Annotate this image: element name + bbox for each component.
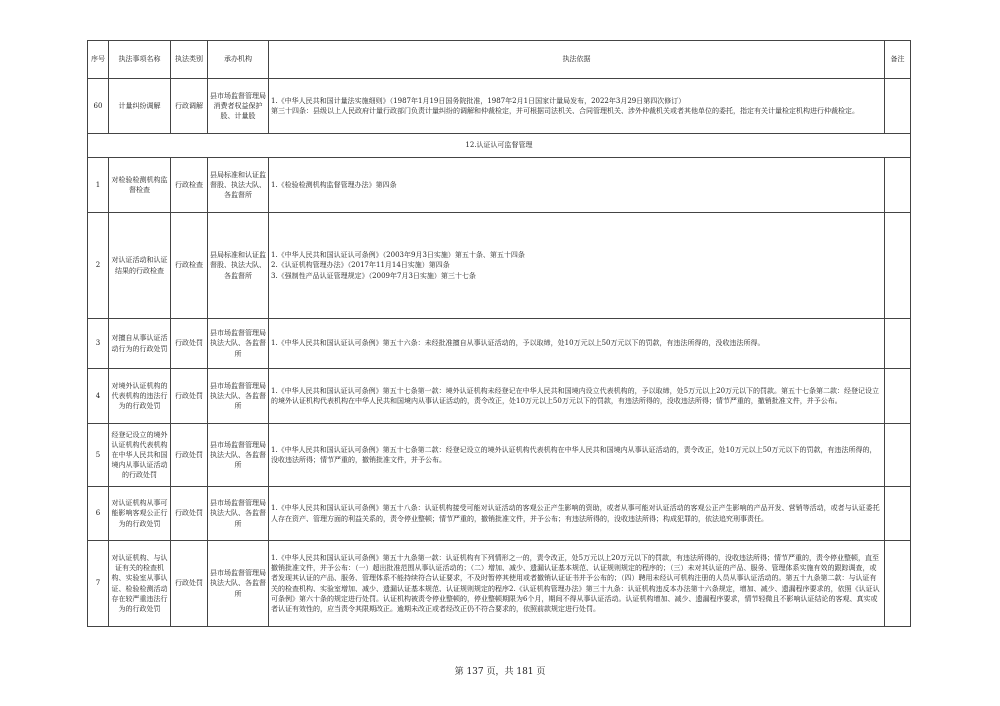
- row-org: 县局标准和认证监督股、执法大队、各监督所: [208, 158, 269, 213]
- basis-line: 第三十四条：县级以上人民政府计量行政部门负责计量纠纷的调解和仲裁检定，并可根据司法机关、合同管理机关、涉外仲裁机关或者其他单位的委托，指定有关计量检定机构进行仲裁检定。: [271, 107, 859, 115]
- basis-line: 1.《中华人民共和国认证认可条例》（2003年9月3日实施）第五十条、第五十四条: [271, 251, 525, 260]
- row-item: 对认证机构、与认证有关的检查机构、实验室从事认证、检验检测活动存在较严重违法行为的行政处罚: [109, 541, 171, 627]
- header-no: 序号: [88, 41, 109, 79]
- basis-line: 1.《中华人民共和国认证认可条例》第五十八条：认证机构接受可能对认证活动的客观公正产生影响的资助，或者从事可能对认证活动的客观公正产生影响的产品开发、营销等活动，或者与认证委托人存在资产、管理方面的利益关系的，责令停业整顿；情节严重的，撤销批准文件，并予公布；有违法所得的，没收违法所得；构成犯罪的，依法追究刑事责任。: [271, 504, 880, 523]
- row-type: 行政处罚: [171, 541, 208, 627]
- row-type: 行政处罚: [171, 319, 208, 369]
- row-type: 行政处罚: [171, 424, 208, 487]
- row-no: 5: [88, 424, 109, 487]
- basis-line: 1.《中华人民共和国认证认可条例》第五十七条第二款：经登记设立的境外认证机构代表机构在中华人民共和国境内从事认证活动的，责令改正，处10万元以上50万元以下的罚款，有违法所得的，没收违法所得；情节严重的，撤销批准文件，并予公布。: [271, 445, 877, 464]
- row-no: 3: [88, 319, 109, 369]
- header-org: 承办机构: [208, 41, 269, 79]
- row-org: 县市场监督管理局执法大队、各监督所: [208, 541, 269, 627]
- row-item: 对检验检测机构监督检查: [109, 158, 171, 213]
- row-no: 60: [88, 79, 109, 134]
- basis-line: 2.《认证机构管理办法》（2017年11月14日实施）第四条: [271, 261, 450, 270]
- row-basis: [269, 541, 885, 627]
- row-type: 行政检查: [171, 213, 208, 319]
- row-type: 行政处罚: [171, 369, 208, 424]
- row-org: 县市场监督管理局执法大队、各监督所: [208, 369, 269, 424]
- row-basis: [269, 158, 885, 213]
- section-row: [88, 134, 911, 158]
- enforcement-table: [87, 40, 911, 627]
- row-no: 7: [88, 541, 109, 627]
- row-type: 行政调解: [171, 79, 208, 134]
- row-basis: [269, 79, 885, 134]
- table-row: [88, 79, 911, 134]
- row-remark: [885, 424, 911, 487]
- row-org: 县市场监督管理局执法大队、各监督所: [208, 424, 269, 487]
- header-remark: 备注: [885, 41, 911, 79]
- basis-line: 1.《中华人民共和国认证认可条例》第五十六条：未经批准擅自从事认证活动的，予以取缔，处10万元以上50万元以下的罚款，有违法所得的，没收违法所得。: [271, 339, 765, 348]
- row-item: 计量纠纷调解: [109, 79, 171, 134]
- row-remark: [885, 213, 911, 319]
- basis-line: 1.《检验检测机构监督管理办法》第四条: [271, 180, 397, 189]
- table-row: [88, 369, 911, 424]
- row-basis: [269, 424, 885, 487]
- row-item: 经登记设立的境外认证机构代表机构在中华人民共和国境内从事认证活动的行政处罚: [109, 424, 171, 487]
- row-no: 6: [88, 487, 109, 541]
- row-no: 4: [88, 369, 109, 424]
- row-remark: [885, 79, 911, 134]
- table-row: [88, 158, 911, 213]
- row-item: 对认证机构从事可能影响客观公正行为的行政处罚: [109, 487, 171, 541]
- basis-line: 1.《中华人民共和国认证认可条例》第五十九条第一款：认证机构有下列情形之一的，责令改正，处5万元以上20万元以下的罚款，有违法所得的，没收违法所得；情节严重的，责令停业整顿，直至撤销批准文件，并予公布：（一）超出批准范围从事认证活动的；（二）增加、减少、遗漏认证基本规范、认证规则规定的程序的；（三）未对其认证的产品、服务、管理体系实施有效的跟踪调查，或者发现其认证的产品、服务、管理体系不能持续符合认证要求，不及时暂停其使用或者撤销认证证书并予公布的；（四）聘用未经认可机构注册的人员从事认证活动的。第五十九条第二款：与认证有关的检查机构、实验室增加、减少、遗漏认证基本规范、认证规则规定的程序2.《认证机构管理办法》第三十九条：认证机构违反本办法第十六条规定，增加、减少、遗漏程序要求的，依照《认证认可条例》第六十条的规定进行处罚。认证机构被责令停业整顿的，停业整顿期限为6个月，期间不得从事认证活动。认证机构增加、减少、遗漏程序要求，情节轻微且不影响认证结论的客观、真实或者认证有效性的，应当责令其限期改正。逾期未改正或者经改正仍不符合要求的，依照前款规定进行处罚。: [271, 554, 880, 613]
- basis-line: 1.《中华人民共和国认证认可条例》第五十七条第一款：境外认证机构未经登记在中华人民共和国境内设立代表机构的，予以取缔，处5万元以上20万元以下的罚款。第五十七条第二款：经登记设立的境外认证机构代表机构在中华人民共和国境内从事认证活动的，责令改正，处10万元以上50万元以下的罚款，有违法所得的，没收违法所得；情节严重的，撤销批准文件，并予公布。: [271, 386, 880, 405]
- table-row: [88, 487, 911, 541]
- row-remark: [885, 319, 911, 369]
- row-basis: [269, 213, 885, 319]
- row-remark: [885, 369, 911, 424]
- table-row: [88, 541, 911, 627]
- row-org: 县市场监督管理局执法大队、各监督所: [208, 487, 269, 541]
- row-item: 对认证活动和认证结果的行政检查: [109, 213, 171, 319]
- row-remark: [885, 487, 911, 541]
- row-org: 县局标准和认证监督股、执法大队、各监督所: [208, 213, 269, 319]
- row-type: 行政处罚: [171, 487, 208, 541]
- table-row: [88, 213, 911, 319]
- header-type: 执法类别: [171, 41, 208, 79]
- header-row: [88, 41, 911, 79]
- row-basis: [269, 369, 885, 424]
- row-basis: [269, 487, 885, 541]
- row-remark: [885, 541, 911, 627]
- row-basis: [269, 319, 885, 369]
- row-item: 对境外认证机构的代表机构的违法行为的行政处罚: [109, 369, 171, 424]
- table-row: [88, 424, 911, 487]
- basis-line: 1.《中华人民共和国计量法实施细则》（1987年1月19日国务院批准，1987年2月1日国家计量局发布，2022年3月29日第四次修订）: [271, 96, 686, 105]
- table-row: [88, 319, 911, 369]
- row-no: 1: [88, 158, 109, 213]
- row-no: 2: [88, 213, 109, 319]
- header-item: 执法事项名称: [109, 41, 171, 79]
- row-type: 行政检查: [171, 158, 208, 213]
- section-title: 12.认证认可监督管理: [88, 134, 911, 158]
- row-remark: [885, 158, 911, 213]
- header-basis: 执法依据: [269, 41, 885, 79]
- basis-line: 3.《强制性产品认证管理规定》（2009年7月3日实施）第三十七条: [271, 271, 476, 280]
- row-org: 县市场监督管理局执法大队、各监督所: [208, 319, 269, 369]
- row-org: 县市场监督管理局消费者权益保护股、计量股: [208, 79, 269, 134]
- row-item: 对擅自从事认证活动行为的行政处罚: [109, 319, 171, 369]
- page-number: 第 137 页，共 181 页: [454, 667, 546, 677]
